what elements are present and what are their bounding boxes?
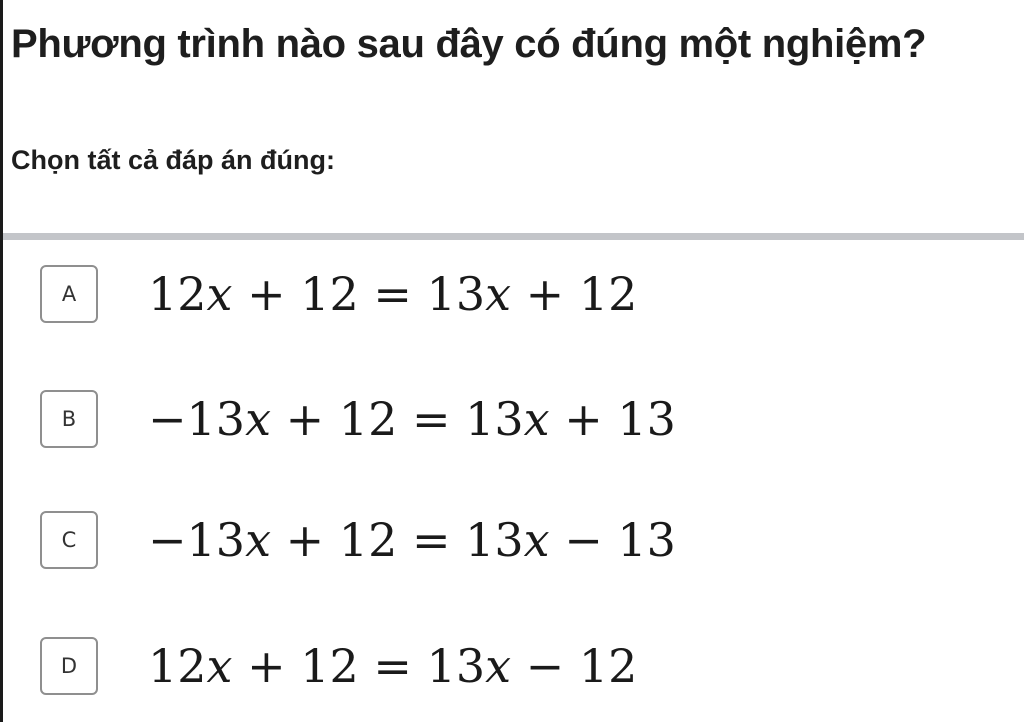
option-c-equation: −13𝑥 + 12 = 13𝑥 − 13 <box>148 513 676 567</box>
option-a-checkbox[interactable]: A <box>40 265 98 323</box>
option-c[interactable] <box>40 511 940 573</box>
option-d-equation: 12𝑥 + 12 = 13𝑥 − 12 <box>148 639 638 693</box>
option-a-equation: 12𝑥 + 12 = 13𝑥 + 12 <box>148 267 638 321</box>
option-b-checkbox[interactable]: B <box>40 390 98 448</box>
option-a[interactable] <box>40 265 940 327</box>
divider <box>3 233 1024 240</box>
question-title: Phương trình nào sau đây có đúng một nghiệm? <box>11 22 927 66</box>
option-b[interactable] <box>40 390 940 452</box>
option-d[interactable] <box>40 637 940 699</box>
option-b-equation: −13𝑥 + 12 = 13𝑥 + 13 <box>148 392 676 446</box>
option-d-checkbox[interactable]: D <box>40 637 98 695</box>
instruction-text: Chọn tất cả đáp án đúng: <box>11 145 335 175</box>
option-c-checkbox[interactable]: C <box>40 511 98 569</box>
